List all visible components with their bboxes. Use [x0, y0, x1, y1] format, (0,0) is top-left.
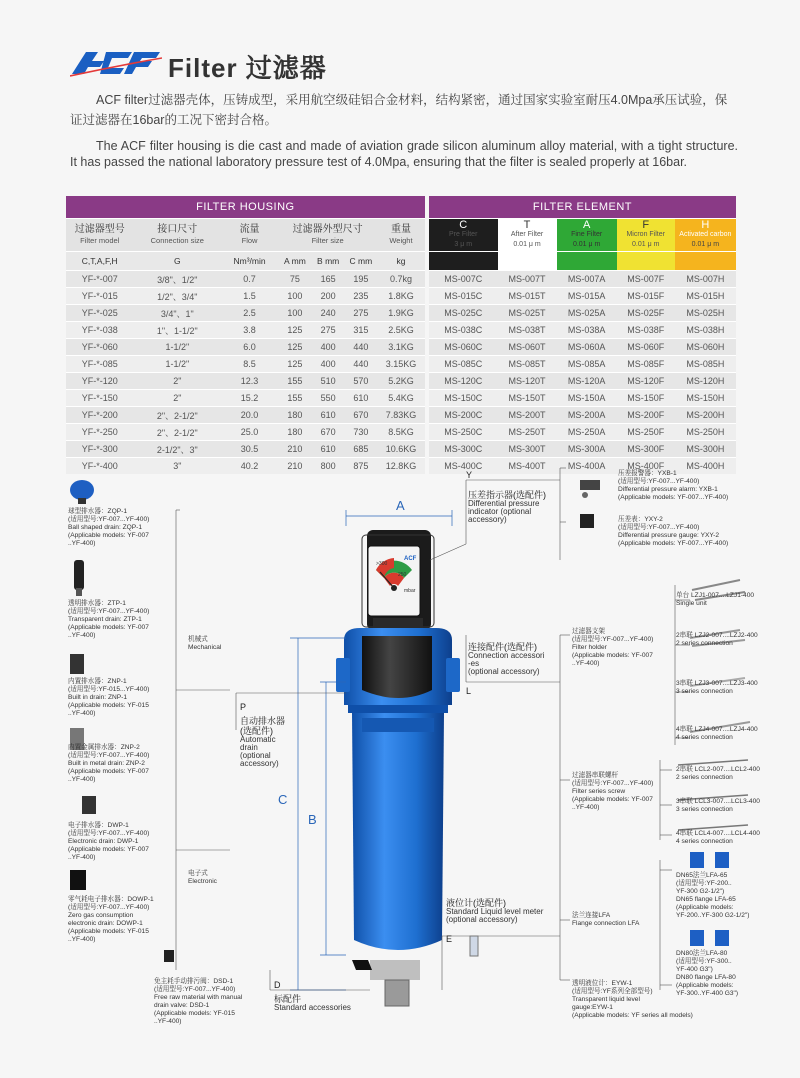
table-row [66, 288, 736, 305]
spec-table [66, 196, 736, 474]
dp-indicator-label: 压差指示器(选配件) Differential pressure indicator (optional accessory) [468, 490, 546, 524]
cell-flow: 6.0 [221, 339, 278, 356]
table-row [66, 322, 736, 339]
table-header-row [66, 219, 736, 252]
cell-c: 610 [345, 390, 378, 407]
cell-eh: MS-300H [675, 441, 736, 458]
cell-et: MS-150T [498, 390, 557, 407]
cell-w: 12.8KG [377, 458, 425, 475]
cell-et: MS-015T [498, 288, 557, 305]
flange-label: 法兰连接LFA Flange connection LFA [572, 912, 640, 927]
cell-et: MS-400T [498, 458, 557, 475]
holder-4series: 4串联 LZJ4-007....LZJ4-400 4 series connection [676, 726, 758, 741]
col-size: 过滤器外型尺寸 Filter size [278, 219, 377, 252]
cell-ea: MS-120A [557, 373, 617, 390]
element-section-title: FILTER ELEMENT [429, 196, 736, 219]
cell-conn: 3" [134, 458, 222, 475]
element-a-header: A Fine Filter 0.01 μ m [557, 219, 617, 252]
cell-a: 210 [278, 441, 312, 458]
cell-a: 125 [278, 322, 312, 339]
cell-conn: 3/8"、1/2" [134, 271, 222, 288]
element-f-header: F Micron Filter 0.01 μ m [617, 219, 675, 252]
cell-conn: 3/4"、1" [134, 305, 222, 322]
cell-ec: MS-200C [429, 407, 498, 424]
dp-gauge-yxy2: 压差表：YXY-2 (适用型号:YF-007...YF-400) Differential pressure gauge: YXY-2 (Applicable models: YF-007...YF-400) [618, 516, 729, 547]
cell-w: 0.7kg [377, 271, 425, 288]
cell-b: 510 [312, 373, 345, 390]
cell-ea: MS-200A [557, 407, 617, 424]
cell-a: 100 [278, 305, 312, 322]
cell-b: 610 [312, 407, 345, 424]
cell-ef: MS-200F [617, 407, 675, 424]
cell-et: MS-250T [498, 424, 557, 441]
standard-accessories-label: 标配件 Standard accessories [274, 994, 351, 1012]
cell-eh: MS-150H [675, 390, 736, 407]
table-row [66, 424, 736, 441]
cell-ec: MS-015C [429, 288, 498, 305]
cell-et: MS-120T [498, 373, 557, 390]
cell-ef: MS-300F [617, 441, 675, 458]
cell-model: YF-*-250 [66, 424, 134, 441]
element-t-header: T After Filter 0.01 μ m [498, 219, 557, 252]
svg-text:mbar: mbar [404, 588, 416, 594]
cell-ef: MS-007F [617, 271, 675, 288]
cell-b: 400 [312, 356, 345, 373]
cell-eh: MS-250H [675, 424, 736, 441]
connection-accessory-label: 连接配件(选配件) Connection accessori -es (optional accessory) [468, 642, 545, 676]
cell-ea: MS-150A [557, 390, 617, 407]
cell-et: MS-300T [498, 441, 557, 458]
cell-eh: MS-200H [675, 407, 736, 424]
cell-flow: 12.3 [221, 373, 278, 390]
label-letter-e: E [446, 934, 453, 944]
cell-conn: 2" [134, 390, 222, 407]
cell-conn: 1"、1-1/2" [134, 322, 222, 339]
cell-w: 3.1KG [377, 339, 425, 356]
cell-w: 10.6KG [377, 441, 425, 458]
cell-ea: MS-085A [557, 356, 617, 373]
cell-eh: MS-060H [675, 339, 736, 356]
cell-a: 100 [278, 288, 312, 305]
label-letter-d: D [274, 980, 281, 990]
cell-conn: 1-1/2" [134, 339, 222, 356]
cell-ea: MS-400A [557, 458, 617, 475]
cell-w: 7.83KG [377, 407, 425, 424]
cell-conn: 2-1/2"、3" [134, 441, 222, 458]
cell-b: 550 [312, 390, 345, 407]
cell-ef: MS-400F [617, 458, 675, 475]
cell-flow: 0.7 [221, 271, 278, 288]
col-model: 过滤器型号 Filter model [66, 219, 134, 252]
cell-ec: MS-400C [429, 458, 498, 475]
cell-c: 570 [345, 373, 378, 390]
cell-model: YF-*-300 [66, 441, 134, 458]
cell-flow: 1.5 [221, 288, 278, 305]
cell-a: 180 [278, 424, 312, 441]
cell-c: 875 [345, 458, 378, 475]
cell-b: 400 [312, 339, 345, 356]
cell-conn: 2"、2-1/2" [134, 407, 222, 424]
cell-conn: 2" [134, 373, 222, 390]
drain-ztp1: 透明排水器：ZTP-1 (适用型号:YF-007...YF-400) Transparent drain: ZTP-1 (Applicable models: YF-007 ..YF-400) [68, 600, 150, 639]
cell-model: YF-*-025 [66, 305, 134, 322]
cell-et: MS-038T [498, 322, 557, 339]
cell-eh: MS-085H [675, 356, 736, 373]
cell-a: 155 [278, 390, 312, 407]
flange-lfa65: DN65法兰LFA-65 (适用型号:YF-200.. YF-300 G2-1/2") DN65 flange LFA-65 (Applicable models: YF-200..YF-300 G2-1/2") [676, 872, 750, 919]
cell-c: 730 [345, 424, 378, 441]
cell-model: YF-*-200 [66, 407, 134, 424]
cell-b: 200 [312, 288, 345, 305]
cell-ef: MS-060F [617, 339, 675, 356]
cell-model: YF-*-015 [66, 288, 134, 305]
cell-eh: MS-120H [675, 373, 736, 390]
cell-et: MS-200T [498, 407, 557, 424]
screw-2series: 2串联 LCL2-007....LCL2-400 2 series connection [676, 766, 760, 781]
cell-w: 2.5KG [377, 322, 425, 339]
cell-eh: MS-015H [675, 288, 736, 305]
label-letter-l: L [466, 686, 472, 696]
cell-model: YF-*-400 [66, 458, 134, 475]
table-row [66, 339, 736, 356]
cell-ec: MS-060C [429, 339, 498, 356]
table-row [66, 390, 736, 407]
cell-ea: MS-250A [557, 424, 617, 441]
cell-ef: MS-085F [617, 356, 675, 373]
screw-3series: 3串联 LCL3-007....LCL3-400 3 series connection [676, 798, 760, 813]
table-row [66, 441, 736, 458]
cell-c: 685 [345, 441, 378, 458]
cell-et: MS-007T [498, 271, 557, 288]
drain-dowp1: 零气耗电子排水器：DOWP-1 (适用型号:YF-007...YF-400) Zero gas consumption electronic drain: DOWP-1 (Applicable models: YF-015 ..YF-400) [68, 896, 154, 943]
svg-text:250: 250 [398, 572, 407, 578]
cell-b: 670 [312, 424, 345, 441]
cell-w: 8.5KG [377, 424, 425, 441]
cell-flow: 30.5 [221, 441, 278, 458]
acf-logo [70, 48, 162, 78]
cell-ea: MS-060A [557, 339, 617, 356]
level-meter-label: 液位计(选配件) Standard Liquid level meter (optional accessory) [446, 898, 544, 924]
dim-letter-b: B [308, 812, 317, 827]
cell-c: 440 [345, 356, 378, 373]
cell-ea: MS-007A [557, 271, 617, 288]
drain-znp1: 内置排水器：ZNP-1 (适用型号:YF-015...YF-400) Built in drain: ZNP-1 (Applicable models: YF-015 ..YF-400) [68, 678, 150, 717]
cell-conn: 2"、2-1/2" [134, 424, 222, 441]
cell-eh: MS-025H [675, 305, 736, 322]
col-flow: 流量 Flow [221, 219, 278, 252]
dim-letter-c: C [278, 792, 288, 807]
element-h-header: H Activated carbon 0.01 μ m [675, 219, 736, 252]
dp-alarm-yxb1: 压差报警器：YXB-1 (适用型号:YF-007...YF-400) Differential pressure alarm: YXB-1 (Applicable models: YF-007...YF-400) [618, 470, 729, 501]
cell-ec: MS-085C [429, 356, 498, 373]
cell-conn: 1-1/2" [134, 356, 222, 373]
level-gauge-eyw1: 透明液位计：EYW-1 (适用型号:YF系列全部型号) Transparent liquid level gauge:EYW-1 (Applicable models: YF series all models) [572, 980, 693, 1019]
cell-ea: MS-015A [557, 288, 617, 305]
filter-illustration [336, 530, 460, 1006]
cell-a: 180 [278, 407, 312, 424]
filter-screw-label: 过滤器串联螺杆 (适用型号:YF-007...YF-400) Filter series screw (Applicable models: YF-007 ..YF-400) [572, 772, 654, 811]
cell-ef: MS-015F [617, 288, 675, 305]
cell-a: 155 [278, 373, 312, 390]
cell-ea: MS-025A [557, 305, 617, 322]
cell-flow: 25.0 [221, 424, 278, 441]
cell-model: YF-*-038 [66, 322, 134, 339]
cell-flow: 15.2 [221, 390, 278, 407]
table-row [66, 271, 736, 288]
cell-a: 125 [278, 339, 312, 356]
table-row [66, 373, 736, 390]
cell-c: 195 [345, 271, 378, 288]
drain-dwp1: 电子排水器：DWP-1 (适用型号:YF-007...YF-400) Electronic drain: DWP-1 (Applicable models: YF-007 ..YF-400) [68, 822, 150, 861]
cell-ef: MS-120F [617, 373, 675, 390]
cell-et: MS-060T [498, 339, 557, 356]
cell-flow: 40.2 [221, 458, 278, 475]
table-unit-row: C,T,A,F,H G Nm³/min A mm B mm C mm kg [66, 252, 736, 271]
cell-ef: MS-038F [617, 322, 675, 339]
cell-a: 125 [278, 356, 312, 373]
cell-ec: MS-250C [429, 424, 498, 441]
holder-2series: 2串联 LZJ2-007....LZJ2-400 2 series connection [676, 632, 758, 647]
cell-flow: 2.5 [221, 305, 278, 322]
cell-eh: MS-038H [675, 322, 736, 339]
cell-et: MS-085T [498, 356, 557, 373]
cell-w: 5.4KG [377, 390, 425, 407]
flange-lfa80: DN80法兰LFA-80 (适用型号:YF-300.. YF-400 G3") DN80 flange LFA-80 (Applicable models: YF-300..YF-400 G3") [676, 950, 739, 997]
cell-a: 75 [278, 271, 312, 288]
svg-text:>300: >300 [376, 561, 388, 567]
page-title: Filter 过滤器 [168, 53, 327, 83]
holder-3series: 3串联 LZJ3-007....LZJ3-400 3 series connection [676, 680, 758, 695]
electronic-label: 电子式 Electronic [188, 870, 217, 885]
cell-ef: MS-250F [617, 424, 675, 441]
cell-c: 440 [345, 339, 378, 356]
cell-b: 610 [312, 441, 345, 458]
drain-dsd1: 免主耗手动排污阀：DSD-1 (适用型号:YF-007...YF-400) Free raw material with manual drain valve: DSD-1 (Applicable models: YF-015 ..YF-400) [154, 978, 243, 1025]
cell-c: 315 [345, 322, 378, 339]
cell-w: 1.8KG [377, 288, 425, 305]
cell-model: YF-*-150 [66, 390, 134, 407]
cell-c: 670 [345, 407, 378, 424]
cell-b: 165 [312, 271, 345, 288]
cell-ea: MS-038A [557, 322, 617, 339]
cell-ea: MS-300A [557, 441, 617, 458]
element-c-header: C Pre Filter 3 μ m [429, 219, 498, 252]
cell-ec: MS-007C [429, 271, 498, 288]
label-letter-p: P [240, 702, 247, 712]
cell-conn: 1/2"、3/4" [134, 288, 222, 305]
table-row [66, 407, 736, 424]
cell-c: 235 [345, 288, 378, 305]
mechanical-label: 机械式 Mechanical [188, 636, 222, 651]
cell-flow: 3.8 [221, 322, 278, 339]
cell-b: 240 [312, 305, 345, 322]
cell-c: 275 [345, 305, 378, 322]
cell-eh: MS-007H [675, 271, 736, 288]
screw-4series: 4串联 LCL4-007....LCL4-400 4 series connection [676, 830, 760, 845]
dim-letter-a: A [396, 498, 405, 513]
cell-flow: 20.0 [221, 407, 278, 424]
svg-text:ACF: ACF [404, 556, 417, 562]
cell-ec: MS-038C [429, 322, 498, 339]
intro-chinese: ACF filter过滤器壳体，压铸成型，采用航空级硅铝合金材料，结构紧密，通过国家实验室耐压4.0Mpa承压试验，保证过滤器在16bar的工况下密封合格。 [70, 93, 728, 127]
cell-eh: MS-400H [675, 458, 736, 475]
cell-b: 275 [312, 322, 345, 339]
intro-english: The ACF filter housing is die cast and made of aviation grade silicon aluminum alloy material, with a tight structure. It has passed the national laboratory pressure test of 4.0Mpa, ensuring that the filter is sealed properly at 16bar. [70, 139, 738, 169]
auto-drain-label: 自动排水器 (选配件) Automatic drain (optional accessory) [240, 716, 286, 768]
cell-model: YF-*-085 [66, 356, 134, 373]
drain-znp2: 内置金属排水器：ZNP-2 (适用型号:YF-007...YF-400) Built in metal drain: ZNP-2 (Applicable models: YF-007 ..YF-400) [68, 744, 150, 783]
cell-ef: MS-025F [617, 305, 675, 322]
holder-single: 单台 LZJ1-007....LZJ1-400 Single unit [676, 592, 755, 607]
cell-w: 3.15KG [377, 356, 425, 373]
cell-b: 800 [312, 458, 345, 475]
cell-ef: MS-150F [617, 390, 675, 407]
col-weight: 重量 Weight [377, 219, 425, 252]
cell-et: MS-025T [498, 305, 557, 322]
cell-model: YF-*-060 [66, 339, 134, 356]
cell-ec: MS-025C [429, 305, 498, 322]
housing-section-title: FILTER HOUSING [66, 196, 425, 219]
cell-model: YF-*-007 [66, 271, 134, 288]
filter-holder-label: 过滤器支架 (适用型号:YF-007...YF-400) Filter holder (Applicable models: YF-007 ..YF-400) [572, 628, 654, 667]
drain-zqp1: 球型排水器：ZQP-1 (适用型号:YF-007...YF-400) Ball shaped drain: ZQP-1 (Applicable models: YF-007 ..YF-400) [68, 508, 150, 547]
cell-model: YF-*-120 [66, 373, 134, 390]
table-row [66, 305, 736, 322]
table-row [66, 356, 736, 373]
cell-flow: 8.5 [221, 356, 278, 373]
cell-w: 1.9KG [377, 305, 425, 322]
cell-w: 5.2KG [377, 373, 425, 390]
cell-ec: MS-120C [429, 373, 498, 390]
cell-ec: MS-150C [429, 390, 498, 407]
label-letter-y: Y [466, 470, 473, 480]
col-connection: 接口尺寸 Connection size [134, 219, 222, 252]
cell-a: 210 [278, 458, 312, 475]
cell-ec: MS-300C [429, 441, 498, 458]
